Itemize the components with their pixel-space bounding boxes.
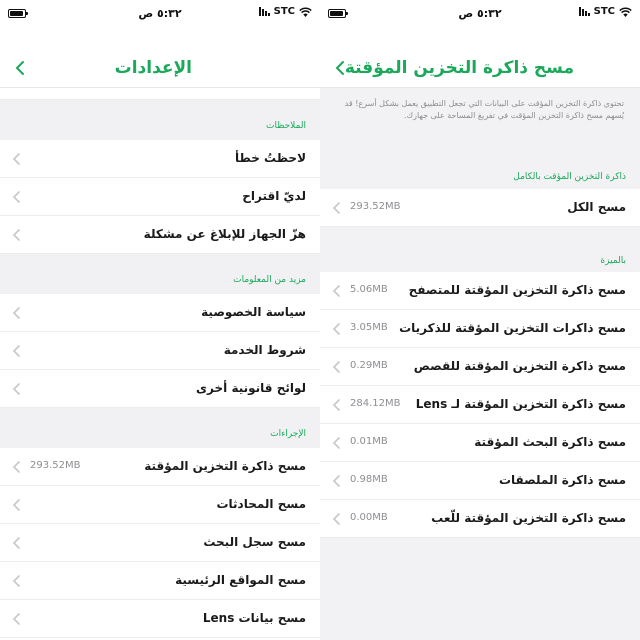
chevron-left-icon: [12, 152, 22, 166]
row-other-legal[interactable]: لوائح قانونية أخرى: [0, 370, 320, 408]
row-suggestion[interactable]: لديّ اقتراح: [0, 178, 320, 216]
status-bar: [320, 0, 640, 28]
chevron-left-icon: [332, 360, 342, 374]
chevron-left-icon: [12, 498, 22, 512]
row-shake-to-report[interactable]: هزّ الجهاز للإبلاغ عن مشكلة: [0, 216, 320, 254]
row-clear-games-cache[interactable]: 0.00MB مسح ذاكرة التخزين المؤقتة للّعب: [320, 500, 640, 538]
full-cache-group: [320, 189, 640, 227]
clear-cache-screen: [320, 0, 640, 640]
row-privacy-policy[interactable]: سياسة الخصوصية: [0, 294, 320, 332]
settings-list: [0, 88, 320, 638]
row-clear-stories-cache[interactable]: 0.29MB مسح ذاكرة التخزين المؤقتة للقصص: [320, 348, 640, 386]
chevron-left-icon: [332, 512, 342, 526]
signal-bars-icon: [259, 7, 270, 16]
row-clear-lens-cache[interactable]: 284.12MB مسح ذاكرة التخزين المؤقتة لـ Lens: [320, 386, 640, 424]
total-cache-size: 293.52MB: [350, 201, 401, 212]
signal-bars-icon: [579, 7, 590, 16]
row-terms-of-service[interactable]: شروط الخدمة: [0, 332, 320, 370]
carrier-name: STC: [593, 6, 615, 17]
page-title: الإعدادات: [114, 58, 192, 78]
chevron-left-icon: [12, 190, 22, 204]
row-clear-all[interactable]: 293.52MB مسح الكل: [320, 189, 640, 227]
chevron-left-icon: [12, 306, 22, 320]
section-header-full-cache: ذاكرة التخزين المؤقت بالكامل: [513, 172, 626, 182]
section-header-feedback: الملاحظات: [0, 100, 320, 140]
row-clear-top-locations[interactable]: مسح المواقع الرئيسية: [0, 562, 320, 600]
chevron-left-icon: [12, 344, 22, 358]
chevron-left-icon: [14, 60, 26, 76]
row-clear-cache[interactable]: 293.52MB مسح ذاكرة التخزين المؤقتة: [0, 448, 320, 486]
wifi-icon: [619, 7, 632, 17]
row-clear-search-history[interactable]: مسح سجل البحث: [0, 524, 320, 562]
chevron-left-icon: [12, 460, 22, 474]
row-clear-lens-data[interactable]: مسح بيانات Lens: [0, 600, 320, 638]
chevron-left-icon: [332, 474, 342, 488]
chevron-left-icon: [12, 612, 22, 626]
nav-bar: [0, 28, 320, 88]
row-clear-browser-cache[interactable]: 5.06MB مسح ذاكرة التخزين المؤقتة للمتصفح: [320, 272, 640, 310]
nav-bar: [320, 28, 640, 88]
chevron-left-icon: [12, 382, 22, 396]
chevron-left-icon: [12, 228, 22, 242]
feature-cache-group: [320, 272, 640, 538]
status-right: [579, 6, 632, 17]
cache-size: 293.52MB: [30, 460, 81, 471]
chevron-left-icon: [12, 574, 22, 588]
chevron-left-icon: [332, 284, 342, 298]
status-time: ٥:٣٢ ص: [458, 7, 502, 20]
row-clear-search-cache[interactable]: 0.01MB مسح ذاكرة البحث المؤقتة: [320, 424, 640, 462]
chevron-left-icon: [332, 398, 342, 412]
row-clear-memories-cache[interactable]: 3.05MB مسح ذاكرات التخزين المؤقتة للذكريات: [320, 310, 640, 348]
chevron-left-icon: [332, 436, 342, 450]
row-report-bug[interactable]: لاحظتُ خطأ: [0, 140, 320, 178]
section-header-actions: الإجراءات: [0, 408, 320, 448]
chevron-left-icon: [332, 201, 342, 215]
section-header-by-feature: بالميزة: [600, 256, 626, 266]
row-clear-stickers-cache[interactable]: 0.98MB مسح ذاكرة الملصقات: [320, 462, 640, 500]
row-clear-conversations[interactable]: مسح المحادثات: [0, 486, 320, 524]
status-right: [259, 6, 312, 17]
page-title: مسح ذاكرة التخزين المؤقتة: [344, 58, 574, 78]
chevron-left-icon: [332, 322, 342, 336]
status-time: ٥:٣٢ ص: [138, 7, 182, 20]
section-header-more-info: مزيد من المعلومات: [0, 254, 320, 294]
back-button[interactable]: [10, 58, 30, 78]
chevron-left-icon: [12, 536, 22, 550]
carrier-name: STC: [273, 6, 295, 17]
cache-description: تحتوي ذاكرة التخزين المؤقت على البيانات التي تجعل التطبيق يعمل بشكل أسرع! قد يُسهم مسح ذاكرة التخزين المؤقت في تفريغ المساحة على جهازك.: [344, 99, 624, 120]
wifi-icon: [299, 7, 312, 17]
status-bar: [0, 0, 320, 28]
